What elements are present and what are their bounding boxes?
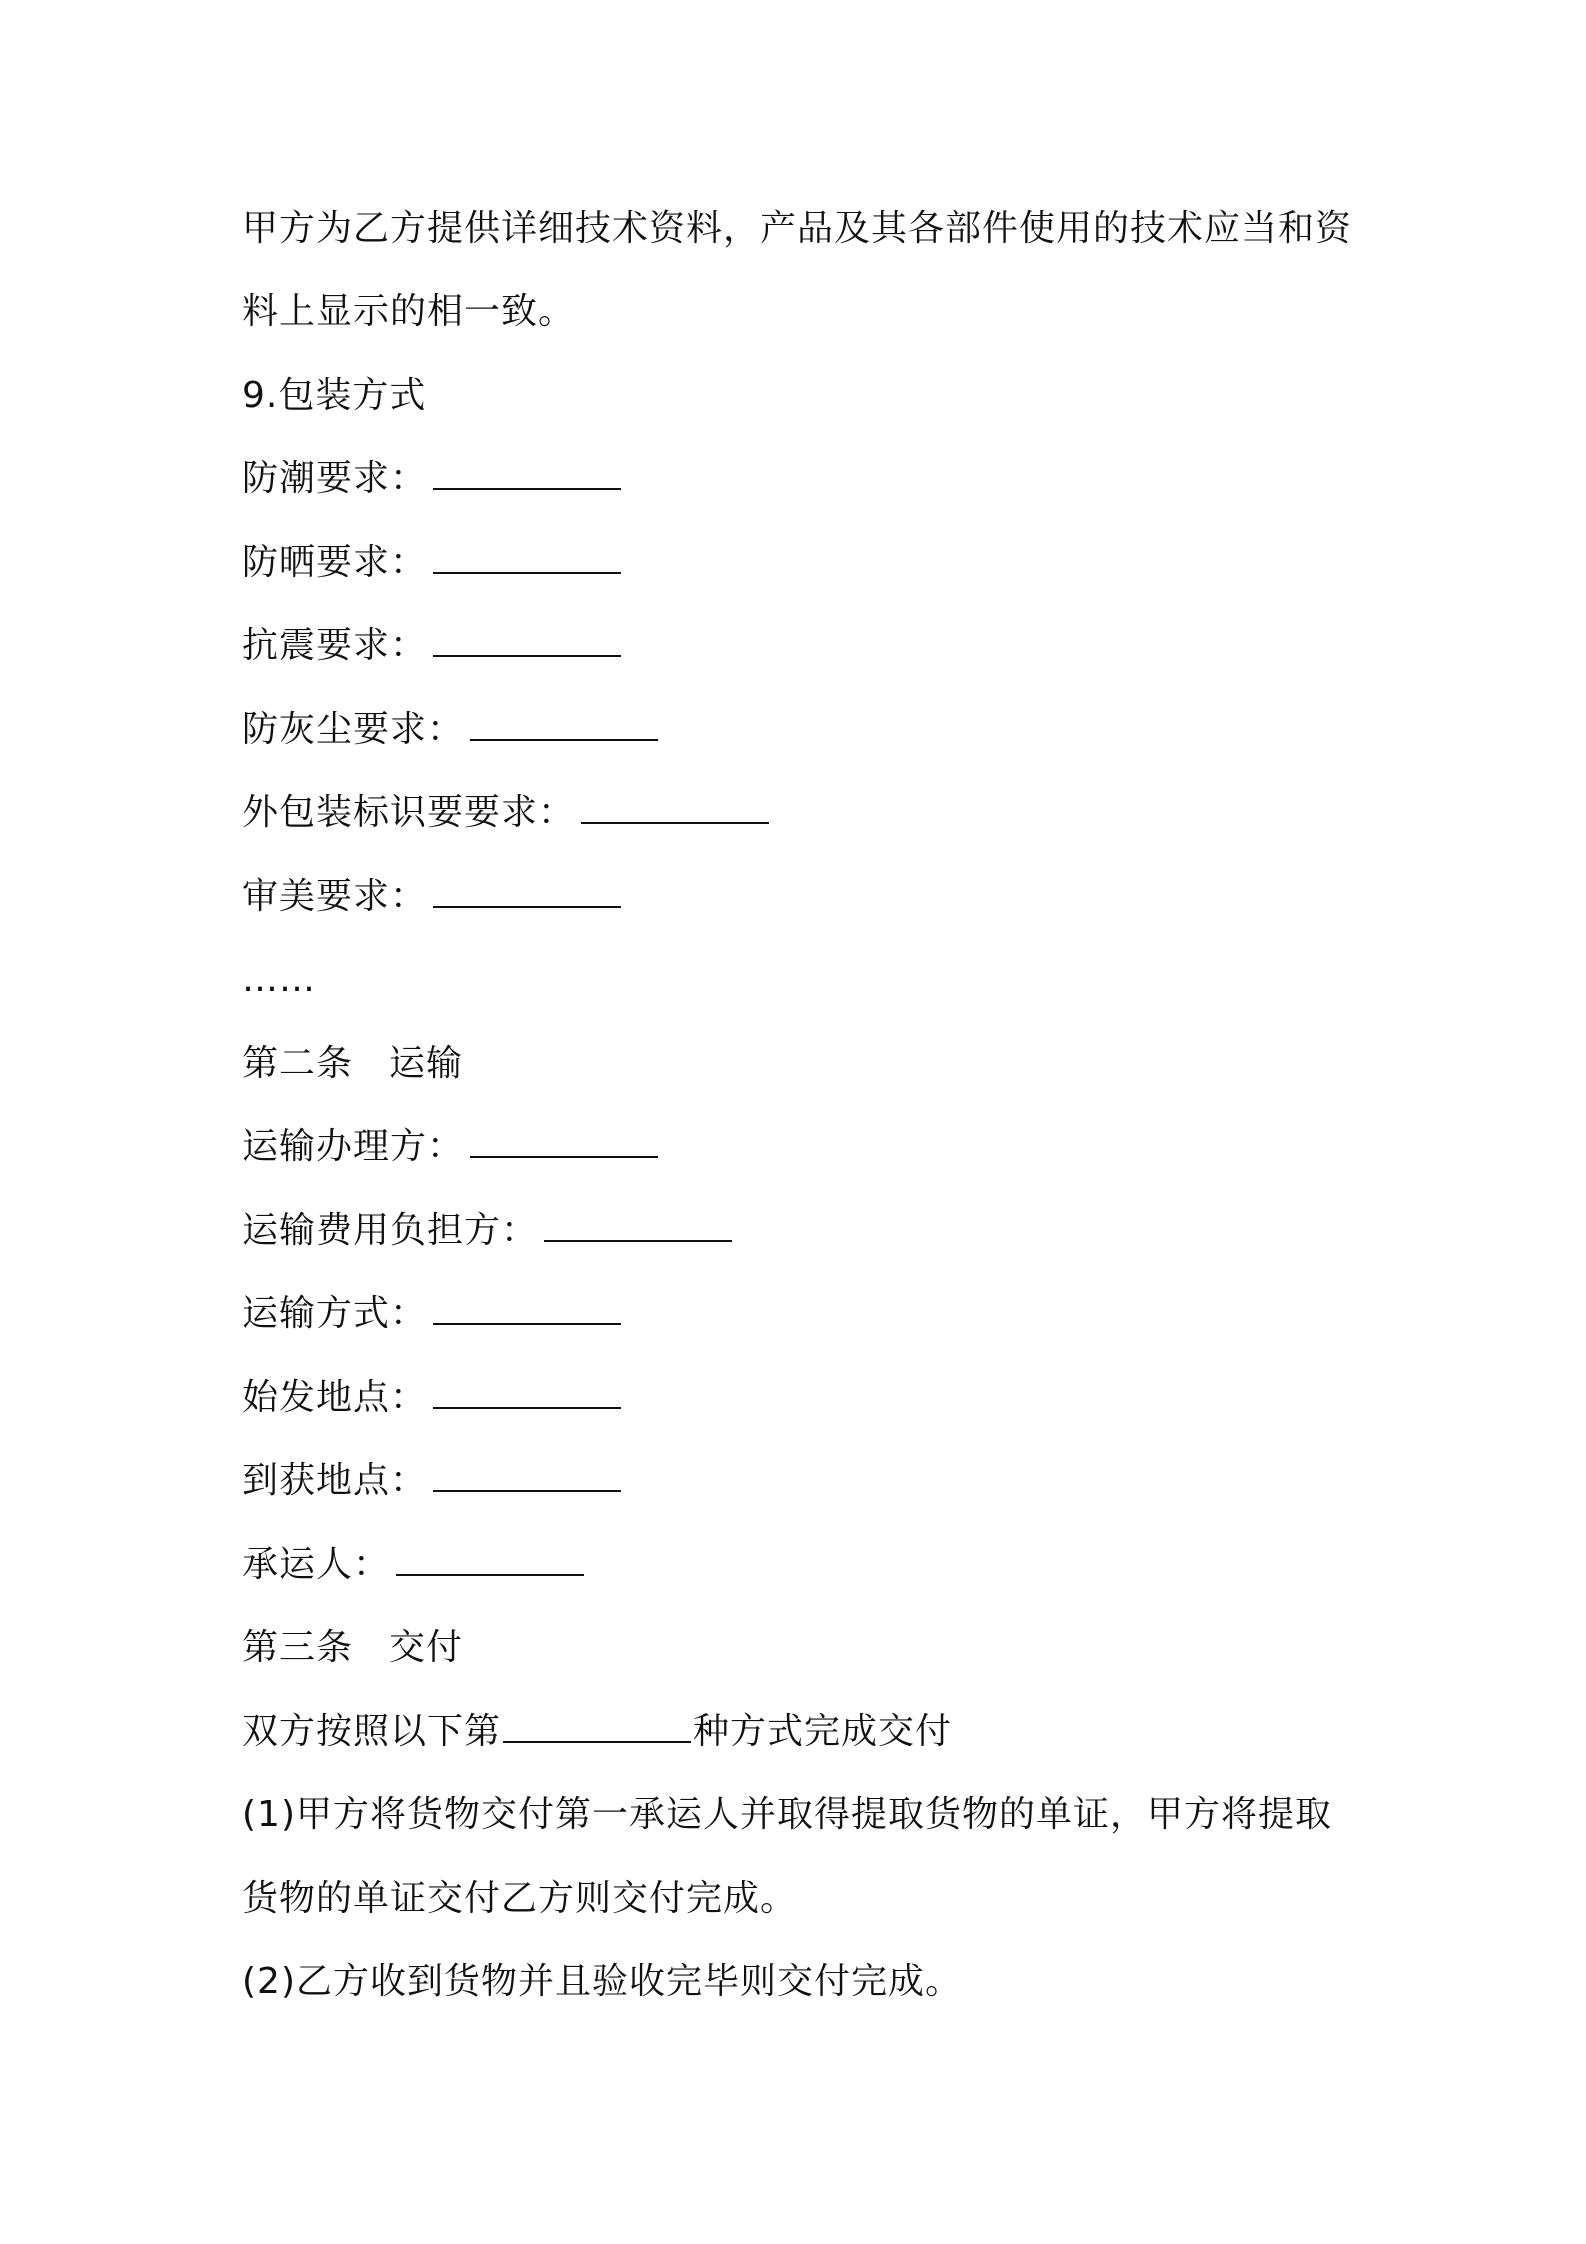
article-2-number: 第二条 [242,1043,354,1084]
delivery-option-blank [503,1711,691,1743]
packaging-moisture-label: 防潮要求： [242,458,428,499]
transport-cost-row [242,1207,732,1255]
delivery-option-1-line-1: (1)甲方将货物交付第一承运人并取得提取货物的单证，甲方将提取 [242,1794,1332,1835]
transport-handler-label: 运输办理方： [242,1126,465,1167]
packaging-aesthetic-blank [433,876,621,908]
transport-carrier-row [242,1541,584,1589]
article-2-title: 运输 [389,1043,464,1084]
packaging-sun-row [242,539,621,587]
packaging-moisture-row [242,455,621,503]
delivery-intro-post: 种方式完成交付 [693,1711,953,1752]
transport-destination-label: 到获地点： [242,1460,428,1501]
transport-method-row [242,1290,621,1338]
paragraph-tech-line-1: 甲方为乙方提供详细技术资料，产品及其各部件使用的技术应当和资 [242,208,1353,249]
packaging-dust-label: 防灰尘要求： [242,709,465,750]
transport-origin-row [242,1374,621,1422]
transport-cost-label: 运输费用负担方： [242,1210,539,1251]
article-3-title: 交付 [389,1627,464,1668]
article-3-heading [242,1624,463,1672]
transport-origin-label: 始发地点： [242,1377,428,1418]
packaging-aesthetic-label: 审美要求： [242,876,428,917]
ellipsis: …… [242,959,316,1000]
transport-handler-blank [470,1126,658,1158]
packaging-sun-label: 防晒要求： [242,542,428,583]
packaging-shock-label: 抗震要求： [242,625,428,666]
packaging-outer-marking-blank [581,792,769,824]
transport-method-blank [433,1293,621,1325]
delivery-intro [242,1708,952,1756]
transport-cost-blank [544,1210,732,1242]
transport-handler-row [242,1123,658,1171]
transport-carrier-label: 承运人： [242,1544,391,1585]
packaging-moisture-blank [433,458,621,490]
paragraph-tech-line-2: 料上显示的相一致。 [242,291,576,332]
section-9-title: 9.包装方式 [242,375,427,416]
transport-origin-blank [433,1377,621,1409]
packaging-shock-blank [433,625,621,657]
transport-method-label: 运输方式： [242,1293,428,1334]
delivery-option-1-line-2: 货物的单证交付乙方则交付完成。 [242,1878,798,1919]
packaging-sun-blank [433,542,621,574]
delivery-intro-pre: 双方按照以下第 [242,1711,502,1752]
packaging-dust-row [242,706,658,754]
packaging-dust-blank [470,709,658,741]
delivery-option-2: (2)乙方收到货物并且验收完毕则交付完成。 [242,1961,962,2002]
transport-carrier-blank [396,1544,584,1576]
transport-destination-row [242,1457,621,1505]
packaging-outer-marking-label: 外包装标识要要求： [242,792,576,833]
article-3-number: 第三条 [242,1627,354,1668]
packaging-outer-marking-row [242,789,769,837]
article-2-heading [242,1040,463,1088]
packaging-aesthetic-row [242,873,621,921]
packaging-shock-row [242,622,621,670]
transport-destination-blank [433,1460,621,1492]
